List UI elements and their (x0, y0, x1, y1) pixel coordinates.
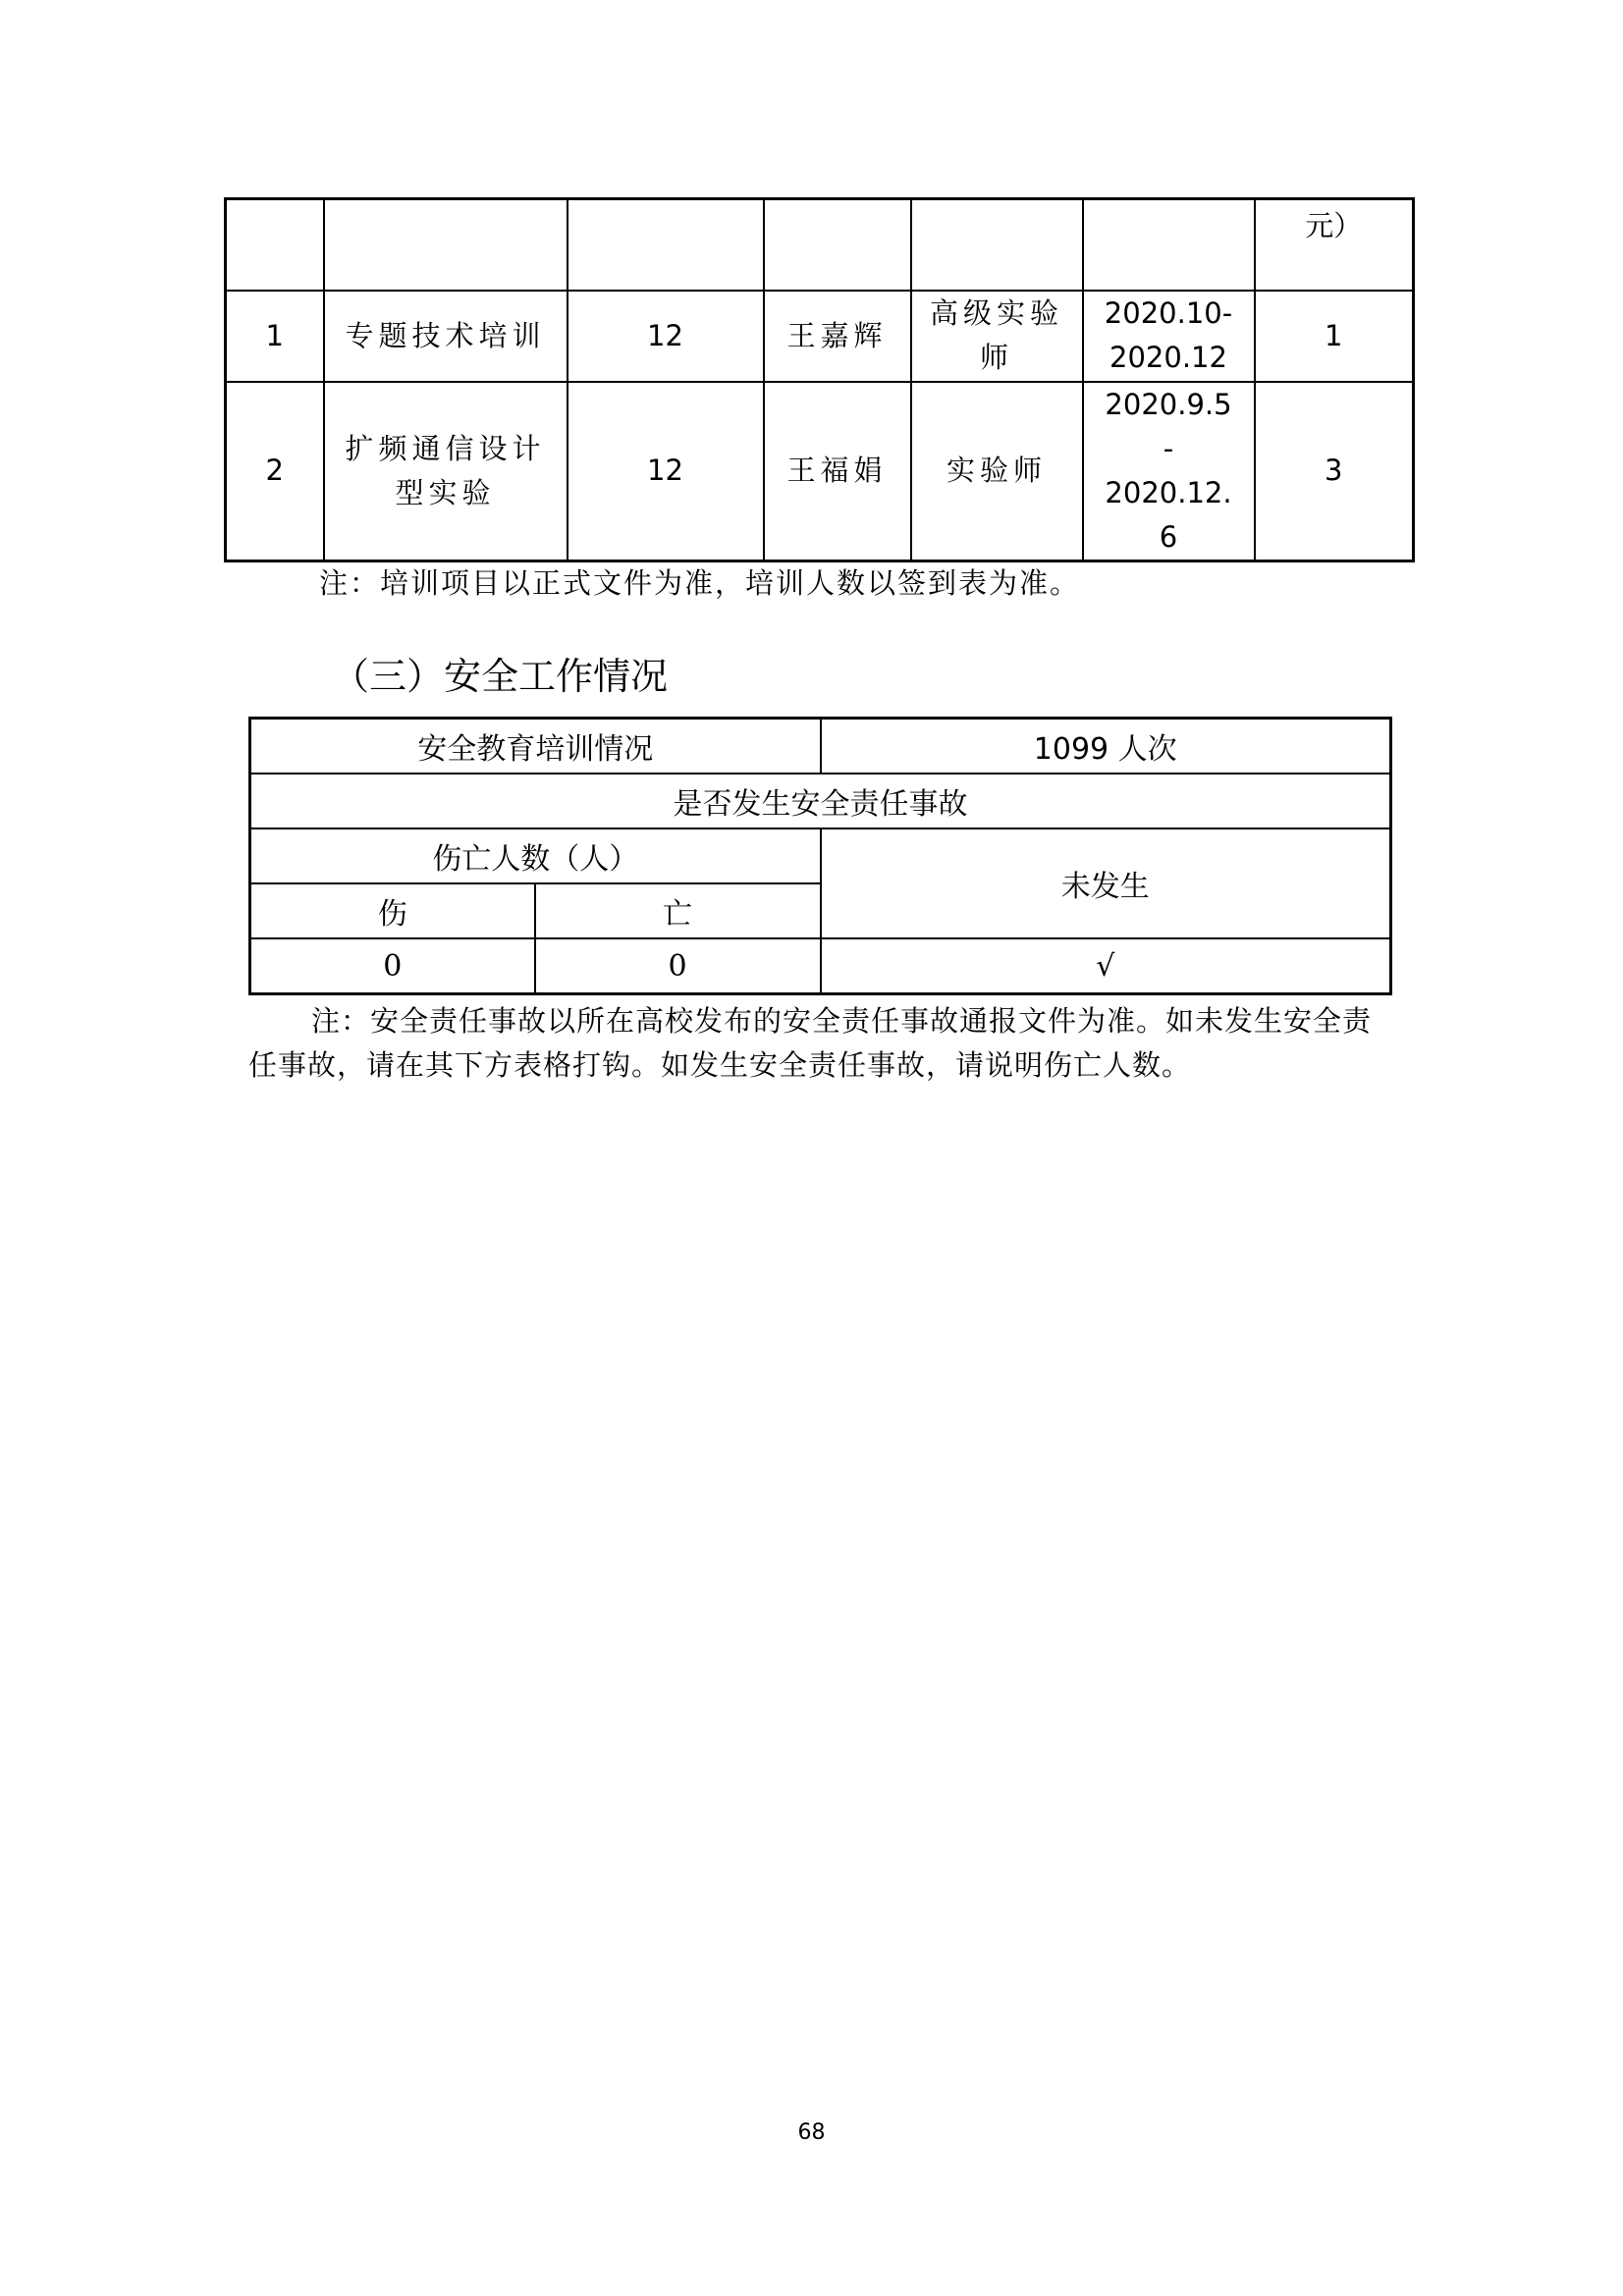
training-projects-table (224, 197, 1415, 562)
header-cell-trainer (764, 199, 911, 291)
trainer-name: 王福娟 (764, 382, 911, 561)
safety-work-table (248, 717, 1392, 995)
project-name (324, 382, 568, 561)
training-period-line: 6 (1159, 519, 1178, 554)
dead-value: 0 (535, 938, 821, 994)
table-row (226, 382, 1414, 561)
row-value: 1 (1255, 291, 1414, 382)
safety-training-row (250, 719, 1391, 774)
training-period (1083, 291, 1255, 382)
training-period (1083, 382, 1255, 561)
table-header-row-fragment (226, 199, 1414, 291)
dead-label: 亡 (535, 883, 821, 938)
header-fragment-text: 元） (1305, 209, 1363, 242)
accident-question: 是否发生安全责任事故 (250, 774, 1391, 828)
injured-label: 伤 (250, 883, 535, 938)
injured-value: 0 (250, 938, 535, 994)
trainer-title (911, 291, 1083, 382)
trainer-title-line: 师 (979, 341, 1013, 374)
row-number: 2 (226, 382, 324, 561)
header-cell-name (324, 199, 568, 291)
row-value: 3 (1255, 382, 1414, 561)
casualty-header: 伤亡人数（人） (250, 828, 821, 883)
trainer-title: 实验师 (911, 382, 1083, 561)
table-row (226, 291, 1414, 382)
training-period-line: 2020.12. (1105, 475, 1232, 509)
project-name: 专题技术培训 (324, 291, 568, 382)
participant-count: 12 (568, 291, 764, 382)
check-mark: √ (821, 938, 1391, 994)
header-cell-count (568, 199, 764, 291)
project-name-line: 型实验 (395, 475, 496, 509)
safety-training-value: 1099 人次 (821, 719, 1391, 774)
header-cell-period (1083, 199, 1255, 291)
casualty-header-row (250, 828, 1391, 883)
section-title: （三）安全工作情况 (332, 655, 669, 698)
page-number: 68 (797, 2120, 826, 2145)
header-cell-no (226, 199, 324, 291)
training-period-line: 2020.12 (1109, 341, 1227, 374)
training-period-line: - (1163, 431, 1174, 465)
accident-question-row (250, 774, 1391, 828)
header-cell-title (911, 199, 1083, 291)
not-occurred-label: 未发生 (821, 828, 1391, 938)
training-table-note: 注：培训项目以正式文件为准，培训人数以签到表为准。 (319, 566, 1081, 600)
project-name-line: 扩频通信设计 (345, 431, 546, 465)
row-number: 1 (226, 291, 324, 382)
trainer-title-line: 高级实验 (929, 296, 1063, 330)
training-period-line: 2020.10- (1104, 296, 1233, 330)
safety-table-note: 注：安全责任事故以所在高校发布的安全责任事故通报文件为准。如未发生安全责任事故，请在其下方表格打钩。如发生安全责任事故，请说明伤亡人数。 (248, 1004, 1373, 1082)
safety-training-label: 安全教育培训情况 (250, 719, 821, 774)
trainer-name: 王嘉辉 (764, 291, 911, 382)
training-period-line: 2020.9.5 (1105, 387, 1232, 421)
casualty-values-row (250, 938, 1391, 994)
header-cell-value (1255, 199, 1414, 291)
participant-count: 12 (568, 382, 764, 561)
